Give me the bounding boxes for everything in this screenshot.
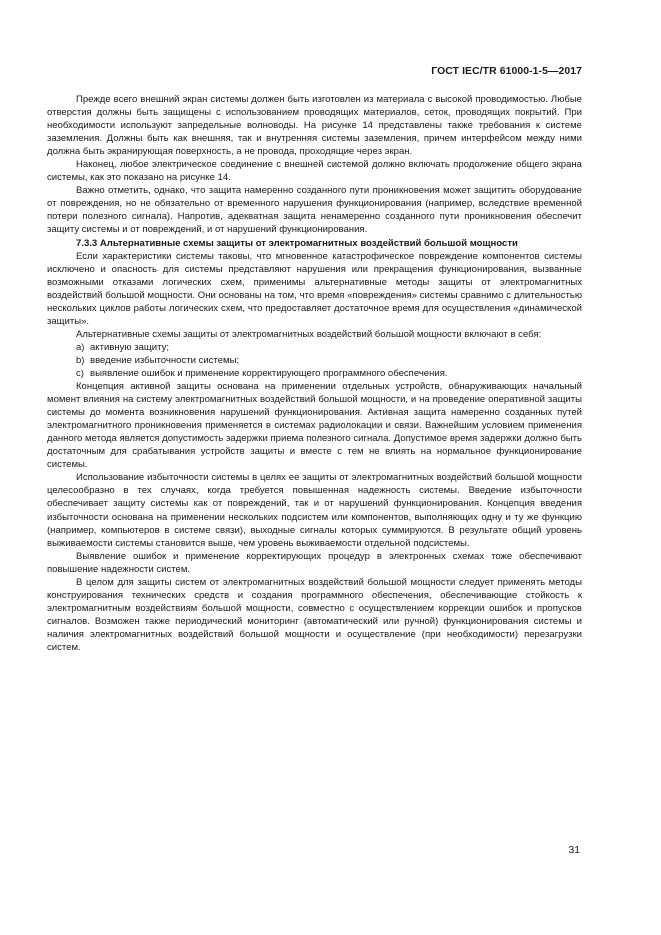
paragraph: Использование избыточности системы в целях ее защиты от электромагнитных воздействий большой мощности целесообразно в тех случаях, когда требуется повышенная надежность системы. Введение избыточности обеспечивает защиту системы как от повреждений, так и от нарушений функционирования. Концепция введения избыточности основана на применении нескольких подсистем или компонентов, выполняющих одну и ту же функцию (например, компьютеров в системе связи), выходные сигналы которых суммируются. В результате общий уровень выживаемости системы становится выше, чем уровень выживаемости отдельной подсистемы. bbox=[47, 472, 582, 549]
list-item-text: выявление ошибок и применение корректирующего программного обеспечения. bbox=[90, 367, 448, 379]
paragraph: Прежде всего внешний экран системы должен быть изготовлен из материала с высокой проводимостью. Любые отверстия должны быть защищены с использованием проводящих материалов, сеток, проводящих покрытий. При необходимости используют запредельные волноводы. На рисунке 14 представлены также требования к системе заземления. Должны быть как внешняя, так и внутренняя системы заземления, причем интерфейсом между ними должна быть экранирующая поверхность, а не провода, проходящие через экран. bbox=[47, 94, 582, 158]
list-item bbox=[47, 341, 582, 354]
paragraph: Важно отметить, однако, что защита намеренно созданного пути проникновения может защитить оборудование от повреждения, но не обязательно от временного нарушения функционирования (например, вследствие временной потери полезного сигнала). Напротив, адекватная защита ненамеренно созданного пути проникновения обеспечит защиту системы и от повреждений, и от нарушений функционирования. bbox=[47, 185, 582, 236]
paragraph: Альтернативные схемы защиты от электромагнитных воздействий большой мощности включают в себя: bbox=[76, 328, 542, 340]
list-item bbox=[47, 367, 582, 380]
paragraph: В целом для защиты систем от электромагнитных воздействий большой мощности следует применять методы конструирования технических средств и создания программного обеспечения, обеспечивающие стойкость к электромагнитным воздействиям большой мощности, совместно с осуществлением коррекции ошибок и пропусков сигналов. Возможен также периодический мониторинг (автоматический или ручной) функционирования системы и наличия электромагнитных воздействий большой мощности и осуществление (при необходимости) перезагрузки систем. bbox=[47, 576, 582, 653]
list-item-text: активную защиту; bbox=[90, 341, 170, 353]
list-marker: b) bbox=[76, 354, 85, 366]
paragraph: Концепция активной защиты основана на применении отдельных устройств, обнаруживающих начальный момент влияния на систему электромагнитных воздействий большой мощности, и на проведение оперативной защиты системы до момента возникновения нарушений функционирования. Активная защита намеренно созданных путей электромагнитного проникновения применяется в системах радиолокации и связи. Важнейшим условием применения данного метода является допустимость задержки приема полезного сигнала. Допустимое время задержки должно быть достаточным для срабатывания устройств защиты и вместе с тем не влиять на нормальное функционирование системы. bbox=[47, 381, 582, 471]
page-number: 31 bbox=[568, 845, 580, 856]
document-header: ГОСТ IEC/TR 61000-1-5—2017 bbox=[431, 66, 582, 77]
paragraph: Наконец, любое электрическое соединение с внешней системой должно включать продолжение общего экрана системы, как это показано на рисунке 14. bbox=[47, 159, 582, 184]
document-body bbox=[47, 93, 582, 654]
paragraph: Если характеристики системы таковы, что мгновенное катастрофическое повреждение компонентов системы исключено и опасность для системы представляют нарушения или прекращения функционирования, вызванные возможными отказами логических схем, применимы альтернативные методы защиты от электромагнитных воздействий большой мощности. Они основаны на том, что время «повреждения» системы сравнимо с длительностью нескольких циклов работы логических схем, что предоставляет достаточное время для осуществления «динамической защиты». bbox=[47, 250, 582, 327]
list-marker: a) bbox=[76, 341, 85, 353]
list-marker: c) bbox=[76, 367, 84, 379]
list-item-text: введение избыточности системы; bbox=[90, 354, 240, 366]
list-item bbox=[47, 354, 582, 367]
paragraph: Выявление ошибок и применение корректирующих процедур в электронных схемах тоже обеспечивают повышение надежности систем. bbox=[47, 550, 582, 575]
section-heading: 7.3.3 Альтернативные схемы защиты от электромагнитных воздействий большой мощности bbox=[76, 237, 518, 249]
